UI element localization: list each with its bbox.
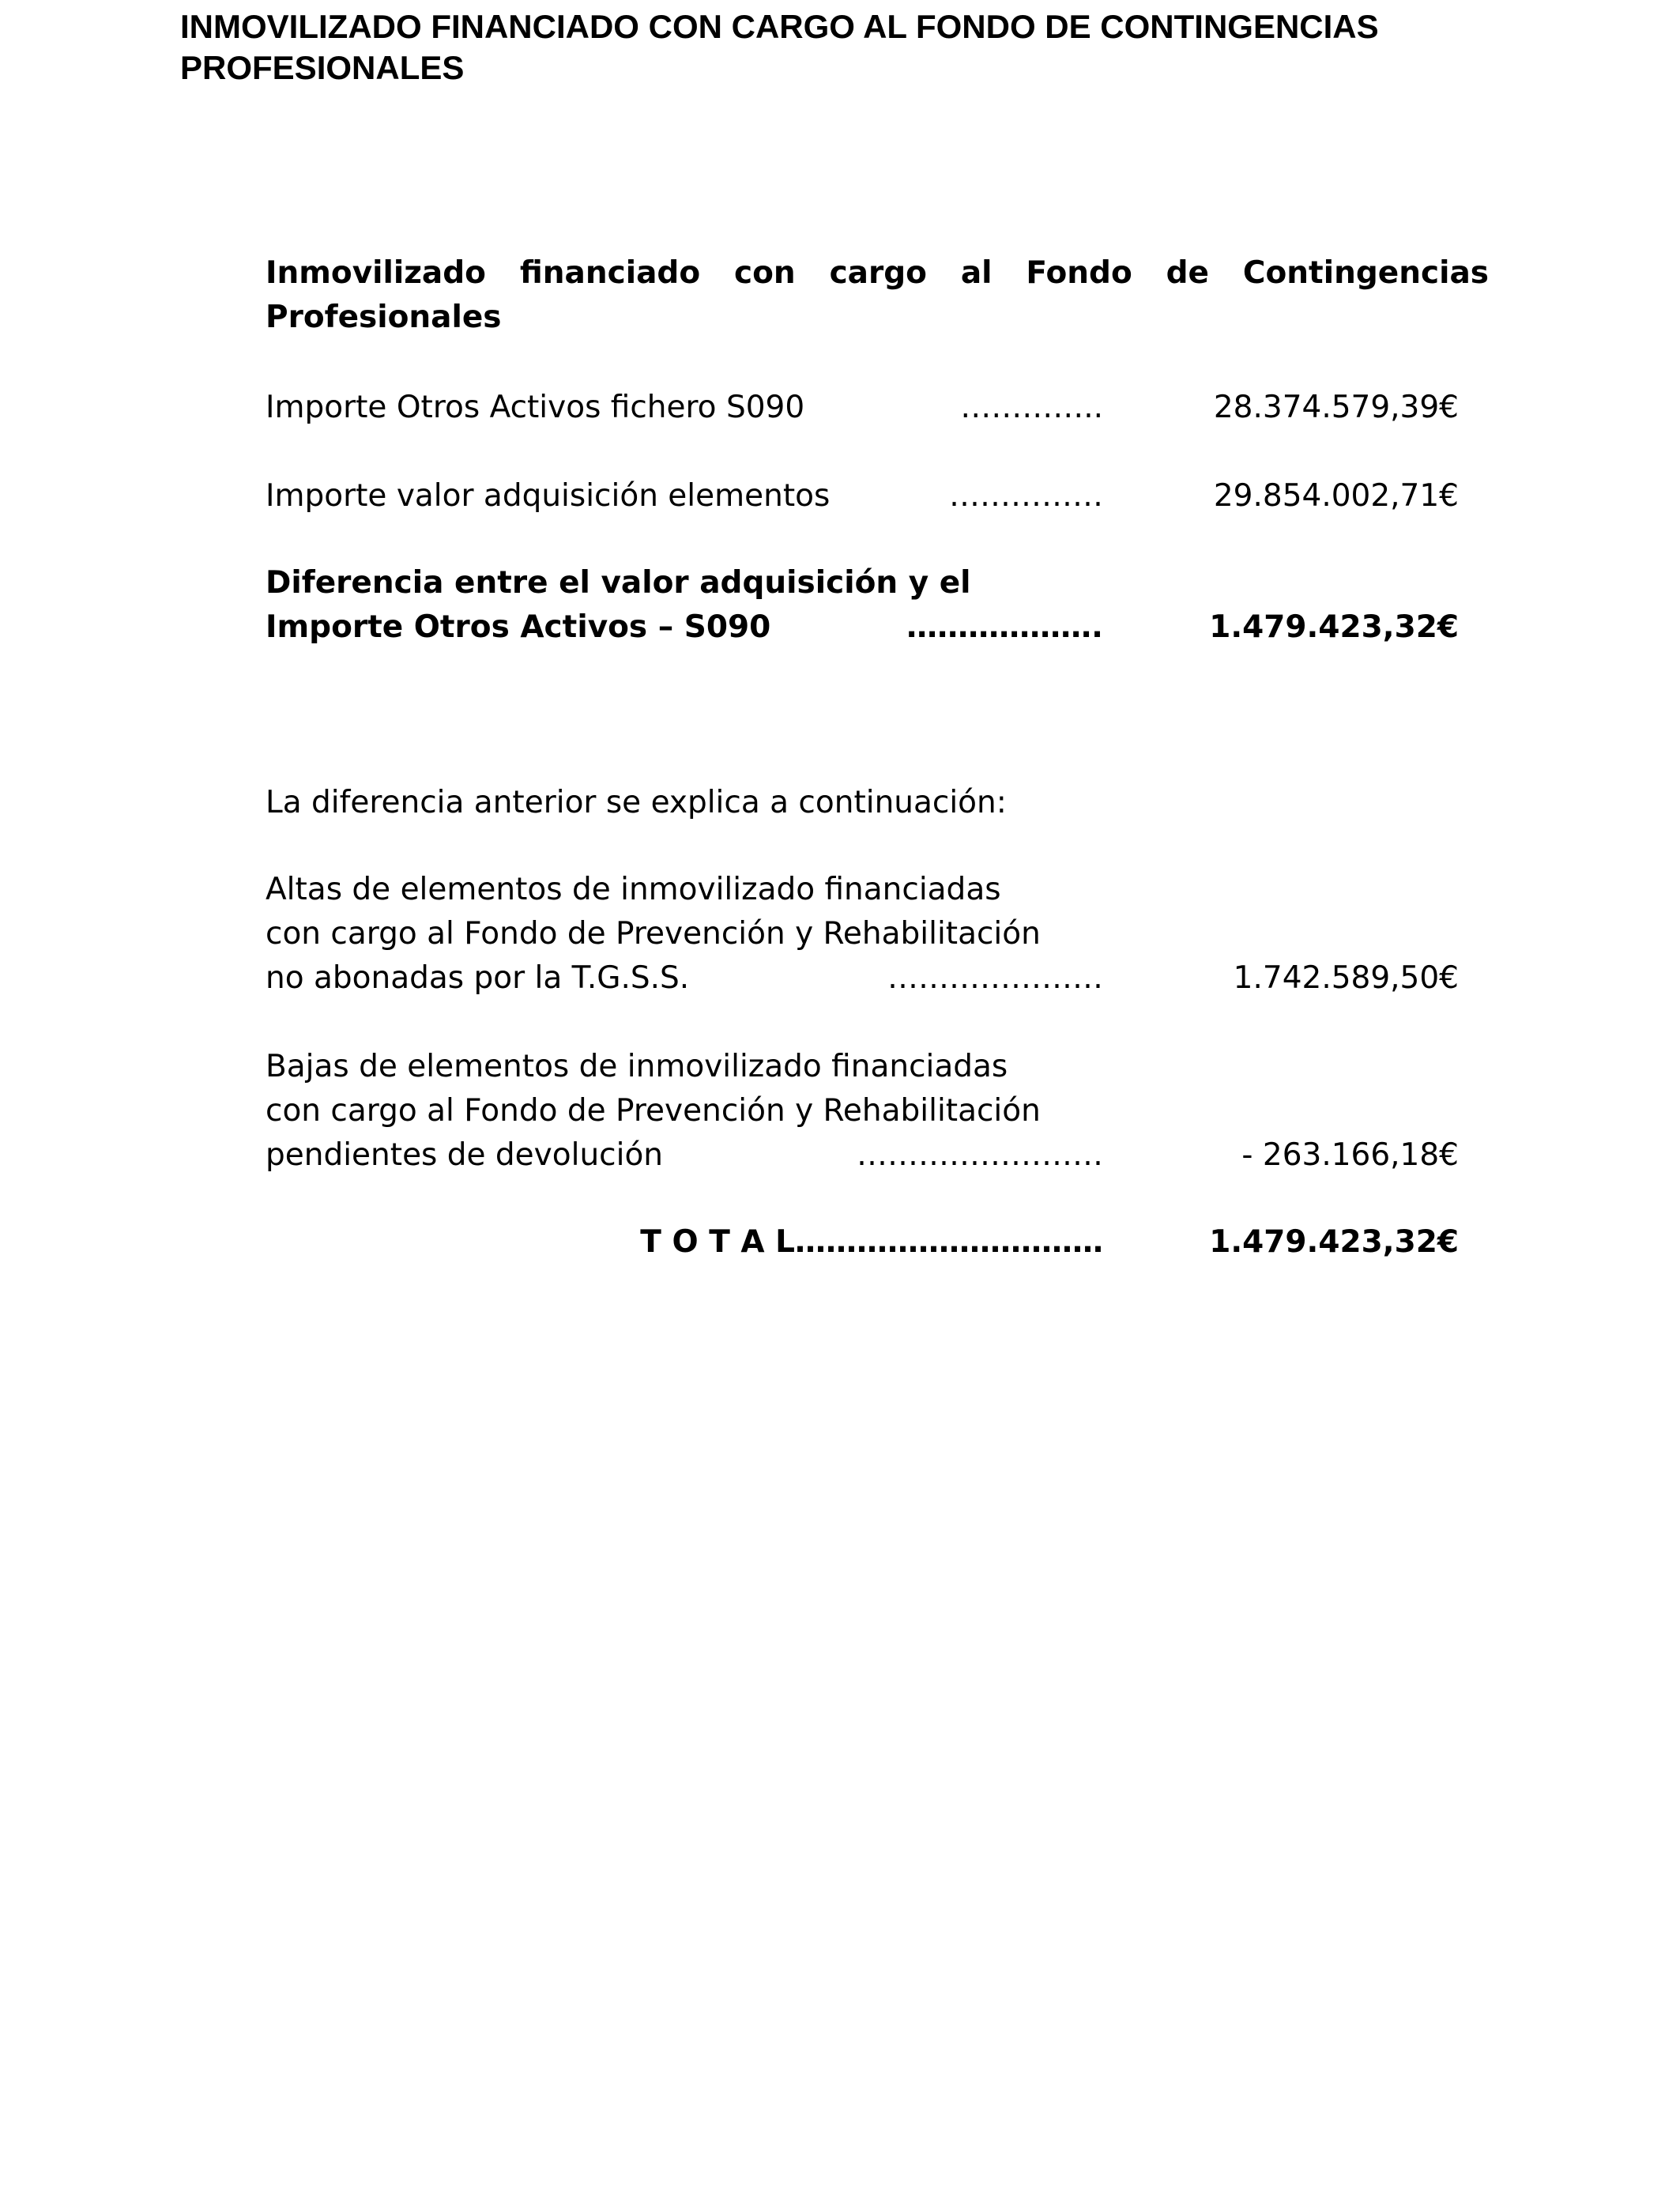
section-title: Inmovilizado financiado con cargo al Fondo de Contingencias Profesionales [266, 255, 1489, 335]
row-otros-activos-label: Importe Otros Activos fichero S090 [266, 390, 805, 425]
bajas-line3: pendientes de devolución [266, 1137, 664, 1173]
row-valor-adquisicion-amount: 29.854.002,71€ [1213, 478, 1459, 514]
total-label: T O T A L………………………… [640, 1224, 1103, 1260]
bajas-amount: - 263.166,18€ [1241, 1137, 1459, 1173]
total-amount: 1.479.423,32€ [1209, 1224, 1459, 1260]
row-valor-adquisicion-dots: …………… [949, 478, 1103, 514]
difference-amount: 1.479.423,32€ [1209, 609, 1459, 645]
bajas-line2: con cargo al Fondo de Prevención y Rehabilitación [266, 1093, 1041, 1129]
row-valor-adquisicion-label: Importe valor adquisición elementos [266, 478, 831, 514]
altas-line1: Altas de elementos de inmovilizado financiadas [266, 872, 1001, 907]
difference-label-line2: Importe Otros Activos – S090 [266, 609, 771, 645]
row-otros-activos-dots: ………….. [960, 390, 1103, 425]
bajas-line1: Bajas de elementos de inmovilizado financiadas [266, 1049, 1008, 1084]
explanation-intro: La diferencia anterior se explica a continuación: [266, 785, 1007, 820]
page-header-title: INMOVILIZADO FINANCIADO CON CARGO AL FONDO DE CONTINGENCIAS PROFESIONALES [180, 8, 1379, 86]
row-otros-activos-amount: 28.374.579,39€ [1213, 390, 1459, 425]
altas-line2: con cargo al Fondo de Prevención y Rehabilitación [266, 916, 1041, 952]
difference-label-line1: Diferencia entre el valor adquisición y el [266, 565, 971, 601]
altas-line3: no abonadas por la T.G.S.S. [266, 960, 690, 996]
altas-amount: 1.742.589,50€ [1233, 960, 1459, 996]
bajas-dots: …………………… [857, 1137, 1103, 1173]
difference-dots: ………………. [906, 609, 1103, 645]
altas-dots: ………………… [887, 960, 1103, 996]
